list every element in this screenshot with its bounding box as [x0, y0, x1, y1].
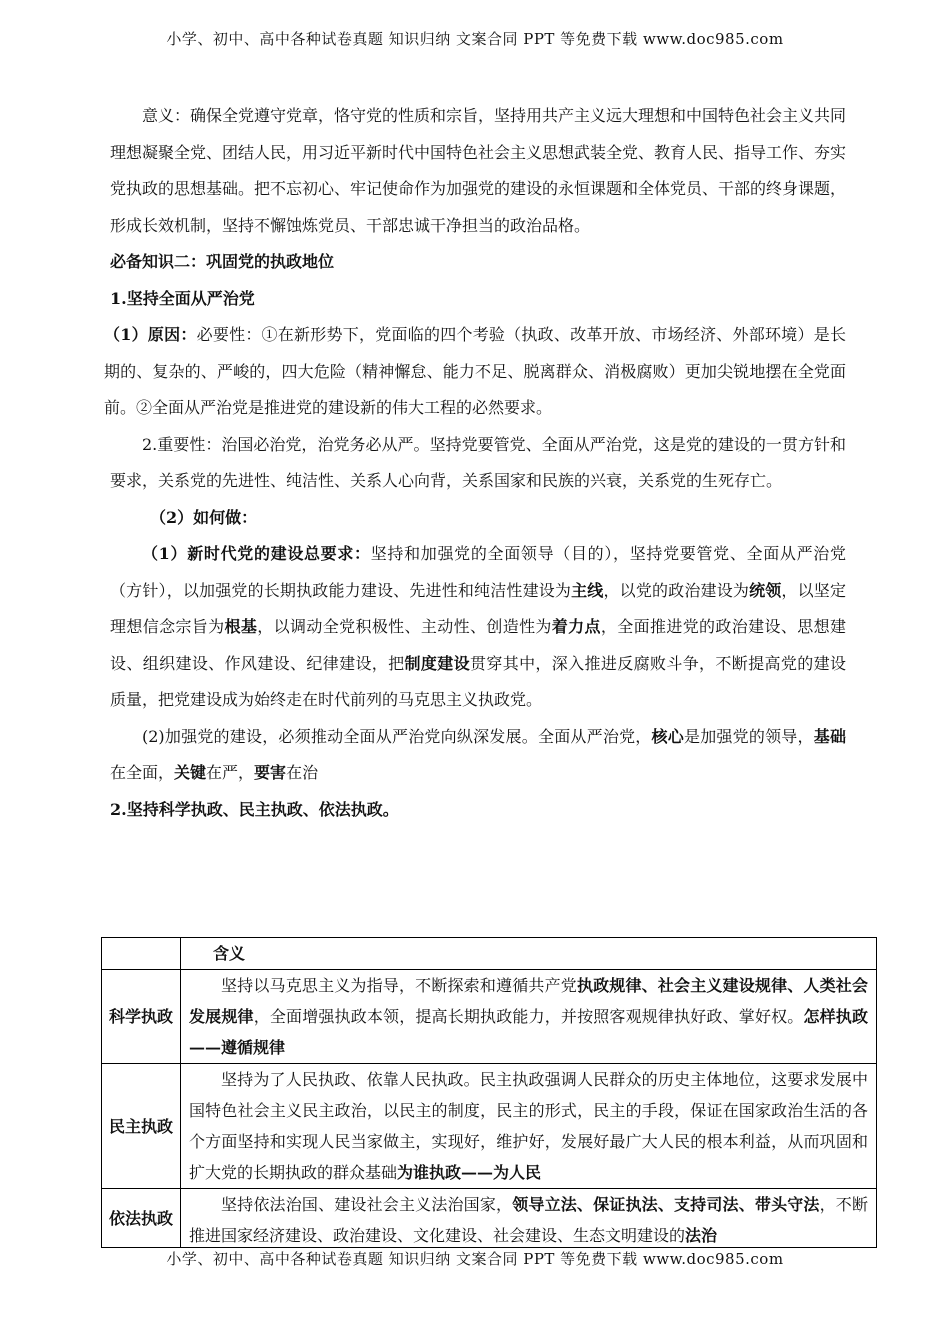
row-key-scientific: 科学执政 — [102, 970, 181, 1064]
importance-paragraph: 2.重要性：治国必治党，治党务必从严。坚持党要管党、全面从严治党，这是党的建设的一贯方针和要求，关系党的先进性、纯洁性、关系人心向背，关系国家和民族的兴衰，关系党的生死存亡。 — [110, 434, 846, 490]
req-text-4: ，以调动全党积极性、主动性、创造性为 — [257, 617, 552, 636]
lawful-text-1: 坚持依法治国、建设社会主义法治国家， — [221, 1195, 513, 1214]
table-row — [102, 970, 877, 1064]
how-heading: （2）如何做： — [150, 507, 258, 527]
row-key-democratic: 民主执政 — [102, 1064, 181, 1189]
document-body — [104, 98, 847, 828]
core-text-4: 在严， — [206, 763, 255, 782]
core-bold-4: 要害 — [254, 763, 287, 782]
req-bold-2: 统领 — [749, 580, 782, 600]
reason-label: （1）原因： — [104, 325, 197, 344]
section-heading: 必备知识二：巩固党的执政地位 — [110, 252, 335, 271]
governance-table — [101, 937, 877, 1248]
row-text-scientific — [181, 970, 877, 1064]
table-header-empty — [102, 938, 181, 970]
core-bold-1: 核心 — [651, 726, 684, 746]
lawful-bold-2: 法治 — [685, 1226, 718, 1245]
core-bold-2: 基础 — [813, 726, 846, 746]
row-text-lawful — [181, 1189, 877, 1248]
subheading-governance-modes: 2.坚持科学执政、民主执政、依法执政。 — [110, 799, 399, 819]
req-text-5: ，全面推进党的政治建设、思想建设、组织建设、作风建设、纪律建设，把 — [110, 617, 846, 673]
democratic-bold-1: 为谁执政——为人民 — [397, 1163, 542, 1182]
core-text-3: 在全面， — [110, 763, 175, 782]
req-text-3: ，以坚定理想信念宗旨为 — [110, 580, 846, 636]
lawful-bold-1: 领导立法、保证执法、支持司法、带头守法 — [512, 1195, 820, 1214]
req-text-1: 坚持和加强党的全面领导（目的），坚持党要管党、全面从严治党（方针），以加强党的长期执政能力建设、先进性和纯洁性建设为 — [110, 544, 846, 600]
subheading-strict-governance: 1.坚持全面从严治党 — [110, 288, 255, 308]
req-text-2: ，以党的政治建设为 — [603, 580, 750, 600]
core-text-2: 是加强党的领导， — [683, 726, 814, 746]
req-text-6: 贯穿其中，深入推进反腐败斗争，不断提高党的建设质量，把党建设成为始终走在时代前列的马克思主义执政党。 — [110, 653, 846, 709]
scientific-text-2: ，全面增强执政本领，提高长期执政能力，并按照客观规律执好政、掌好权。 — [253, 1007, 804, 1026]
significance-paragraph: 意义：确保全党遵守党章，恪守党的性质和宗旨，坚持用共产主义远大理想和中国特色社会主义共同理想凝聚全党、团结人民，用习近平新时代中国特色社会主义思想武装全党、教育人民、指导工作、夯实党执政的思想基础。把不忘初心、牢记使命作为加强党的建设的永恒课题和全体党员、干部的终身课题，形成长效机制，坚持不懈蚀炼党员、干部忠诚干净担当的政治品格。 — [110, 106, 847, 235]
core-bold-3: 关键 — [174, 763, 207, 782]
page-footer: 小学、初中、高中各种试卷真题 知识归纳 文案合同 PPT 等免费下载 www.doc985.com — [166, 1250, 784, 1268]
table-row — [102, 1189, 877, 1248]
table-row — [102, 1064, 877, 1189]
row-key-lawful: 依法执政 — [102, 1189, 181, 1248]
req-bold-4: 着力点 — [551, 617, 601, 636]
req-bold-1: 主线 — [571, 580, 604, 600]
reason-paragraph — [104, 317, 846, 427]
core-text-5: 在治 — [286, 763, 319, 782]
req-bold-3: 根基 — [224, 617, 258, 636]
req-bold-5: 制度建设 — [404, 653, 470, 673]
page-header: 小学、初中、高中各种试卷真题 知识归纳 文案合同 PPT 等免费下载 www.doc985.com — [166, 30, 784, 48]
democratic-text-1: 坚持为了人民执政、依靠人民执政。民主执政强调人民群众的历史主体地位，这要求发展中国特色社会主义民主政治，以民主的制度，民主的形式，民主的手段，保证在国家政治生活的各个方面坚持和实现人民当家做主，实现好，维护好，发展好最广大人民的根本利益，从而巩固和扩大党的长期执政的群众基础 — [189, 1070, 868, 1182]
scientific-bold-1: 执政规律、社会主义建设规律、人类社会发展规律 — [189, 976, 868, 1026]
reason-text: 必要性：①在新形势下，党面临的四个考验（执政、改革开放、市场经济、外部环境）是长期的、复杂的、严峻的，四大危险（精神懈怠、能力不足、脱离群众、消极腐败）更加尖锐地摆在全党面前。②全面从严治党是推进党的建设新的伟大工程的必然要求。 — [104, 325, 846, 417]
scientific-bold-2: 怎样执政——遵循规律 — [189, 1007, 868, 1057]
table-header-meaning: 含义 — [181, 938, 877, 970]
row-text-democratic — [181, 1064, 877, 1189]
table-header-row — [102, 938, 877, 970]
requirements-paragraph — [110, 536, 846, 719]
requirements-label: （1）新时代党的建设总要求： — [142, 544, 371, 563]
lawful-text-2: ，不断推进国家经济建设、政治建设、文化建设、社会建设、生态文明建设的 — [189, 1195, 868, 1245]
scientific-text-1: 坚持以马克思主义为指导，不断探索和遵循共产党 — [221, 976, 577, 995]
core-text-1: (2)加强党的建设，必须推动全面从严治党向纵深发展。全面从严治党， — [142, 726, 652, 746]
core-paragraph — [110, 719, 846, 792]
